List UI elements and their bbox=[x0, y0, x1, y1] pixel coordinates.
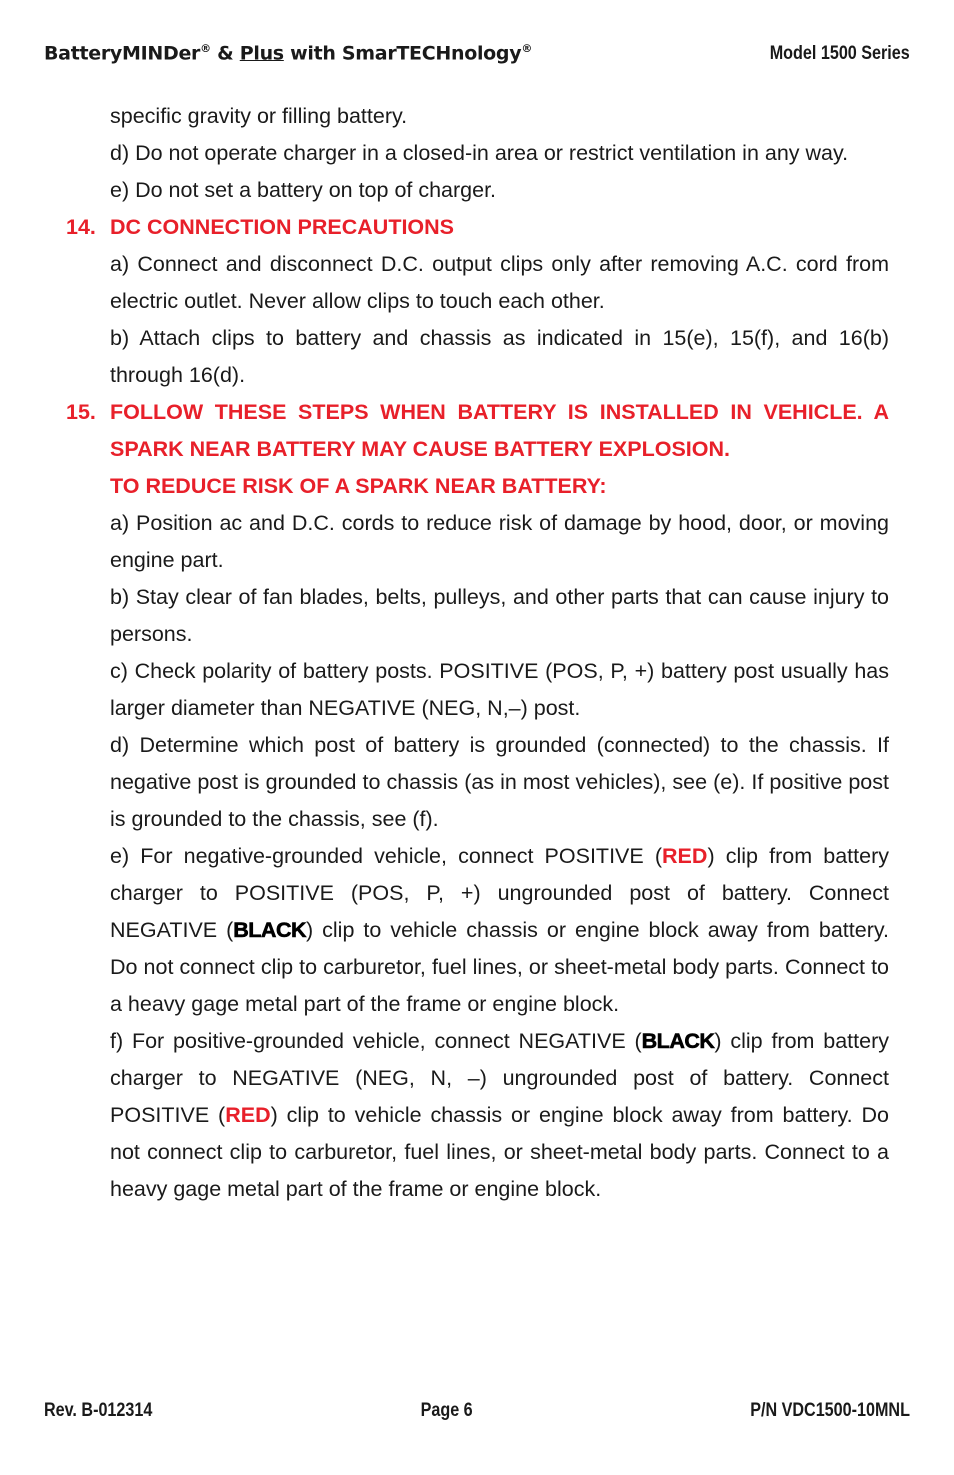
brand-ampersand: & bbox=[210, 42, 240, 65]
paragraph: e) Do not set a battery on top of charger. bbox=[110, 178, 497, 202]
text-run: f) For positive-grounded vehicle, connect NEGATIVE ( bbox=[110, 1029, 642, 1053]
section-subheading: TO REDUCE RISK OF A SPARK NEAR BATTERY: bbox=[110, 474, 607, 498]
paragraph: b) Attach clips to battery and chassis as indicated in 15(e), 15(f), and 16(b) through 16(d). bbox=[110, 326, 889, 387]
paragraph: c) Check polarity of battery posts. POSITIVE (POS, P, +) battery post usually has larger diameter than NEGATIVE (NEG, N,–) post. bbox=[110, 659, 889, 720]
part-number: P/N VDC1500-10MNL bbox=[750, 1400, 910, 1421]
section-number: 14. bbox=[66, 215, 96, 239]
section-number: 15. bbox=[66, 400, 96, 424]
red-label: RED bbox=[225, 1103, 271, 1127]
paragraph: a) Connect and disconnect D.C. output clips only after removing A.C. cord from electric outlet. Never allow clips to touch each other. bbox=[110, 252, 889, 313]
model-series: Model 1500 Series bbox=[769, 43, 910, 65]
brand-tagline: with SmarTECHnology bbox=[283, 42, 522, 65]
section-title: FOLLOW THESE STEPS WHEN BATTERY IS INSTALLED IN VEHICLE. A SPARK NEAR BATTERY MAY CAUSE BATTERY EXPLOSION. bbox=[110, 400, 889, 461]
registered-mark: ® bbox=[200, 42, 211, 55]
text-run: ) clip from battery charger to POSITIVE (POS, P, +) ungrounded post of battery. Connect NEGATIVE ( bbox=[110, 844, 889, 942]
registered-mark-2: ® bbox=[521, 42, 533, 55]
paragraph: d) Do not operate charger in a closed-in area or restrict ventilation in any way. bbox=[110, 141, 849, 165]
section-heading-14 bbox=[66, 209, 889, 246]
paragraph-15f bbox=[110, 1023, 889, 1208]
paragraph: b) Stay clear of fan blades, belts, pulleys, and other parts that can cause injury to persons. bbox=[110, 585, 889, 646]
paragraph-15e bbox=[110, 838, 889, 1023]
section-heading-15 bbox=[66, 394, 889, 468]
paragraph: d) Determine which post of battery is grounded (connected) to the chassis. If negative post is grounded to chassis (as in most vehicles), see (e). If positive post is grounded to the chassis, see (f). bbox=[110, 733, 889, 831]
text-run: ) clip to vehicle chassis or engine block away from battery. Do not connect clip to carburetor, fuel lines, or sheet-metal body parts. Connect to a heavy gage metal part of the frame or engine block. bbox=[110, 918, 889, 1016]
section-title: DC CONNECTION PRECAUTIONS bbox=[110, 215, 455, 239]
black-label: BLACK bbox=[641, 1029, 715, 1053]
text-run: e) For negative-grounded vehicle, connect POSITIVE ( bbox=[110, 844, 663, 868]
page-number: Page 6 bbox=[420, 1400, 473, 1421]
manual-body bbox=[66, 98, 889, 1208]
revision: Rev. B-012314 bbox=[44, 1400, 153, 1421]
brand-name: BatteryMINDer bbox=[44, 42, 201, 65]
page-footer bbox=[44, 1400, 910, 1422]
paragraph: a) Position ac and D.C. cords to reduce risk of damage by hood, door, or moving engine part. bbox=[110, 511, 889, 572]
page-header bbox=[44, 42, 910, 65]
brand-plus: Plus bbox=[239, 42, 284, 65]
paragraph: specific gravity or filling battery. bbox=[110, 104, 408, 128]
text-run: ) clip to vehicle chassis or engine block away from battery. Do not connect clip to carburetor, fuel lines, or sheet-metal body parts. Connect to a heavy gage metal part of the frame or engine block. bbox=[110, 1103, 889, 1201]
text-run: ) clip from battery charger to NEGATIVE (NEG, N, –) ungrounded post of battery. Connect POSITIVE ( bbox=[110, 1029, 889, 1127]
black-label: BLACK bbox=[233, 918, 307, 942]
red-label: RED bbox=[662, 844, 708, 868]
brand-title bbox=[44, 42, 532, 64]
